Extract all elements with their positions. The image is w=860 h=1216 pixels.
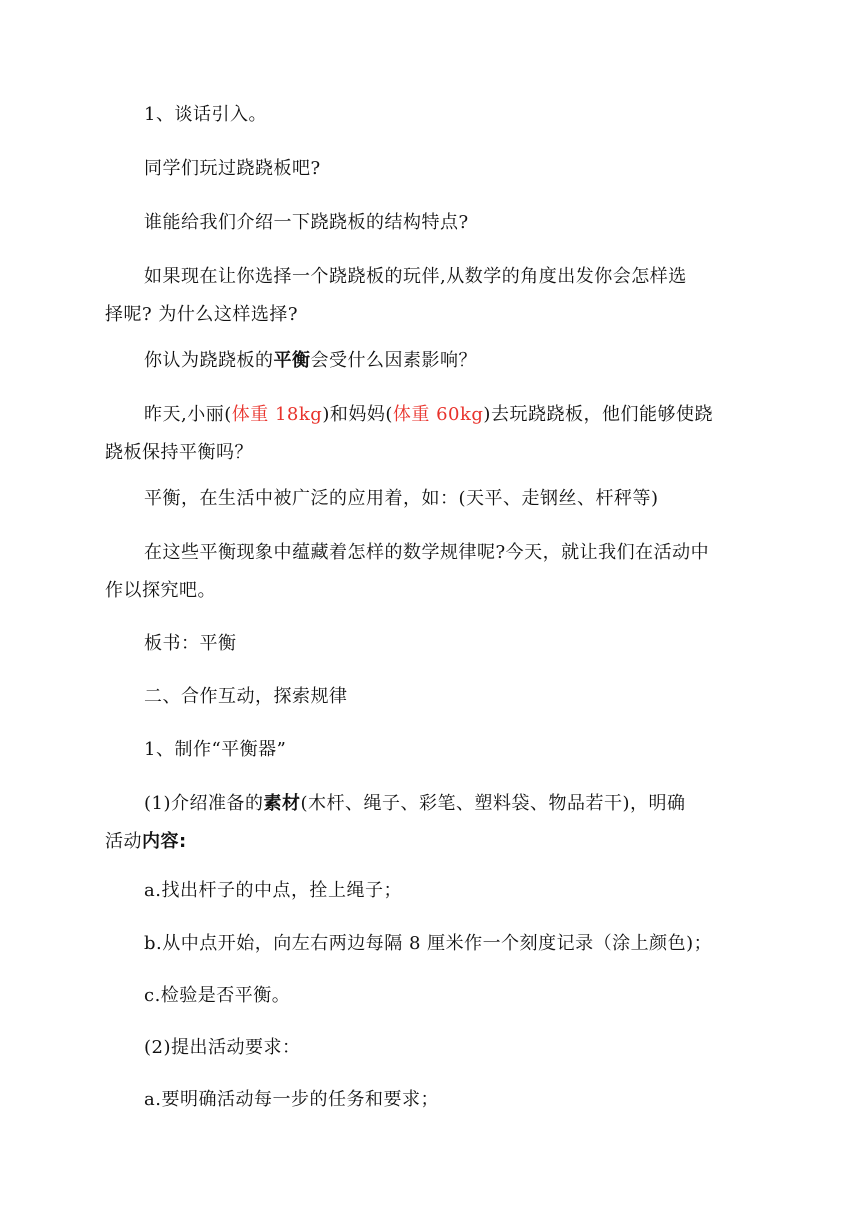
paragraph-blackboard: 板书：平衡 (144, 633, 237, 654)
paragraph-question-2: 谁能给我们介绍一下跷跷板的结构特点? (144, 212, 469, 233)
list-item-requirement-a: a.要明确活动每一步的任务和要求； (144, 1089, 439, 1110)
paragraph-materials-line-2 (105, 830, 187, 854)
paragraph-story-line-1 (144, 403, 713, 427)
paragraph-question-3-line-2: 择呢? 为什么这样选择? (105, 304, 299, 325)
paragraph-intro-heading: 1、谈话引入。 (144, 104, 267, 125)
text-segment: 会受什么因素影响？ (310, 350, 477, 371)
subsection-heading-1: 1、制作“平衡器” (144, 739, 287, 760)
red-weight-mother: 体重 60kg (392, 404, 484, 425)
paragraph-story-line-2: 跷板保持平衡吗？ (105, 442, 253, 463)
section-heading-2: 二、合作互动，探索规律 (144, 686, 348, 707)
red-weight-xiaoli: 体重 18kg (231, 404, 323, 425)
paragraph-requirements: (2)提出活动要求： (144, 1037, 301, 1058)
bold-keyword-content: 内容: (142, 831, 187, 852)
paragraph-question-4 (144, 349, 477, 373)
paragraph-question-3-line-1: 如果现在让你选择一个跷跷板的玩伴,从数学的角度出发你会怎样选 (144, 266, 687, 287)
text-segment: 活动 (105, 831, 142, 852)
bold-keyword-balance: 平衡 (273, 350, 311, 371)
text-segment: (1)介绍准备的 (144, 793, 264, 814)
paragraph-balance-examples: 平衡，在生活中被广泛的应用着，如：(天平、走钢丝、杆秤等) (144, 488, 659, 509)
paragraph-question-1: 同学们玩过跷跷板吧? (144, 158, 321, 179)
paragraph-explore-line-2: 作以探究吧。 (105, 580, 216, 601)
list-item-b: b.从中点开始，向左右两边每隔 8 厘米作一个刻度记录（涂上颜色)； (144, 933, 713, 954)
paragraph-explore-line-1: 在这些平衡现象中蕴藏着怎样的数学规律呢?今天，就让我们在活动中 (144, 542, 710, 563)
paragraph-materials-line-1 (144, 792, 686, 816)
text-segment: )去玩跷跷板，他们能够使跷 (483, 404, 713, 425)
text-segment: 昨天,小丽( (144, 404, 232, 425)
text-segment: )和妈妈( (322, 404, 393, 425)
text-segment: (木杆、绳子、彩笔、塑料袋、物品若干)，明确 (300, 793, 686, 814)
list-item-c: c.检验是否平衡。 (144, 985, 291, 1006)
text-segment: 你认为跷跷板的 (144, 350, 274, 371)
bold-keyword-materials: 素材 (263, 793, 301, 814)
list-item-a: a.找出杆子的中点，拴上绳子； (144, 880, 402, 901)
